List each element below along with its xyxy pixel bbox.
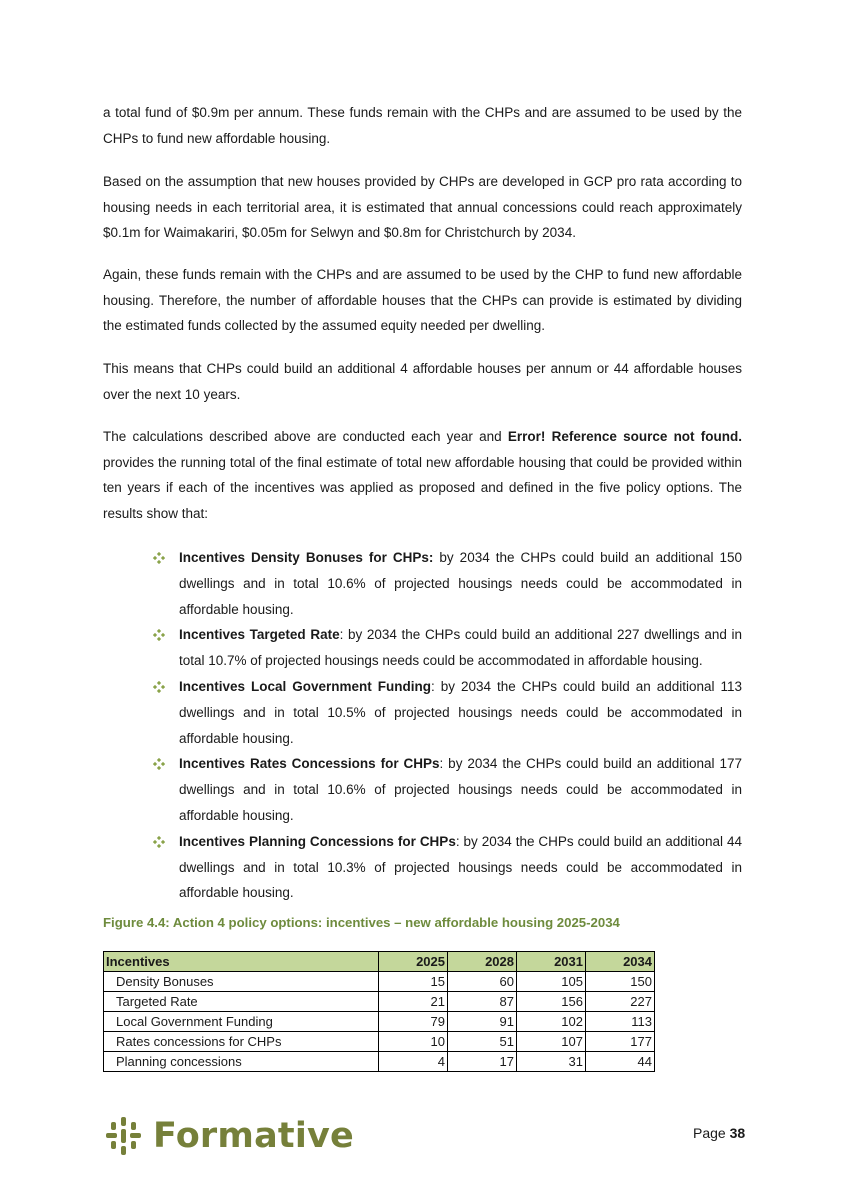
paragraph-5 [103, 424, 742, 526]
page-number-value: 38 [729, 1125, 746, 1141]
table-header-row [104, 952, 655, 972]
table-row [104, 1012, 655, 1032]
column-header: 2031 [517, 952, 586, 972]
bullet-item [153, 751, 742, 828]
formative-mark-icon [103, 1115, 145, 1157]
table-row [104, 992, 655, 1012]
paragraph-4: This means that CHPs could build an additional 4 affordable houses per annum or 44 affordable houses over the next 10 years. [103, 361, 742, 402]
logo-wordmark: Formative [153, 1116, 354, 1156]
table-cell: 44 [586, 1052, 655, 1072]
column-header: Incentives [104, 952, 379, 972]
table-cell: 105 [517, 972, 586, 992]
table-cell: 156 [517, 992, 586, 1012]
table-cell: 17 [448, 1052, 517, 1072]
table-cell: 51 [448, 1032, 517, 1052]
bullet-text: : by 2034 the CHPs could build an additional 44 dwellings and in total 10.3% of projected housings needs could be accommodated in affordable housing. [179, 833, 742, 901]
table-cell: 60 [448, 972, 517, 992]
table-cell: 4 [379, 1052, 448, 1072]
bullet-title: Incentives Targeted Rate [179, 627, 340, 643]
table-cell: 150 [586, 972, 655, 992]
row-label: Targeted Rate [104, 992, 379, 1012]
paragraph-5-before: The calculations described above are conducted each year and [103, 429, 508, 444]
table-cell: 113 [586, 1012, 655, 1032]
diamond-bullet-icon [153, 629, 165, 641]
bullet-text: : by 2034 the CHPs could build an additional 113 dwellings and in total 10.5% of projected housings needs could be accommodated in affordable housing. [179, 678, 742, 746]
bullet-title: Incentives Local Government Funding [179, 678, 431, 694]
table-cell: 87 [448, 992, 517, 1012]
table-row [104, 1052, 655, 1072]
formative-logo [103, 1115, 354, 1157]
row-label: Rates concessions for CHPs [104, 1032, 379, 1052]
table-cell: 31 [517, 1052, 586, 1072]
diamond-bullet-icon [153, 552, 165, 564]
table-cell: 21 [379, 992, 448, 1012]
page-number [693, 1125, 745, 1141]
table-cell: 177 [586, 1032, 655, 1052]
table-cell: 102 [517, 1012, 586, 1032]
paragraph-5-after: provides the running total of the final estimate of total new affordable housing that could be provided within ten years if each of the incentives was applied as proposed and defined in the five policy options. The results show that: [103, 454, 742, 521]
table-cell: 107 [517, 1032, 586, 1052]
bullet-title: Incentives Density Bonuses for CHPs: [179, 550, 434, 565]
column-header: 2025 [379, 952, 448, 972]
bullet-title: Incentives Planning Concessions for CHPs [179, 833, 456, 849]
table-cell: 91 [448, 1012, 517, 1032]
bullet-item [153, 545, 742, 622]
row-label: Density Bonuses [104, 972, 379, 992]
paragraph-3: Again, these funds remain with the CHPs and are assumed to be used by the CHP to fund new affordable housing. Therefore, the number of affordable houses that the CHPs can provide is estimated by dividing the estimated funds collected by the assumed equity needed per dwelling. [103, 267, 742, 333]
table-cell: 10 [379, 1032, 448, 1052]
bullet-text: : by 2034 the CHPs could build an additional 177 dwellings and in total 10.6% of projected housings needs could be accommodated in affordable housing. [179, 756, 742, 823]
figure-caption: Figure 4.4: Action 4 policy options: incentives – new affordable housing 2025-2034 [103, 915, 620, 930]
paragraph-1: a total fund of $0.9m per annum. These funds remain with the CHPs and are assumed to be used by the CHPs to fund new affordable housing. [103, 105, 742, 146]
bullet-text: by 2034 the CHPs could build an additional 150 dwellings and in total 10.6% of projected housings needs could be accommodated in affordable housing. [179, 550, 742, 617]
bullet-item [153, 829, 742, 906]
table-cell: 227 [586, 992, 655, 1012]
row-label: Planning concessions [104, 1052, 379, 1072]
diamond-bullet-icon [153, 758, 165, 770]
incentives-table [103, 951, 655, 1072]
diamond-bullet-icon [153, 681, 165, 693]
bullet-title: Incentives Rates Concessions for CHPs [179, 756, 440, 772]
diamond-bullet-icon [153, 836, 165, 848]
page-label: Page [693, 1125, 730, 1141]
results-bullet-list [153, 545, 742, 906]
bullet-item [153, 674, 742, 751]
column-header: 2034 [586, 952, 655, 972]
table-cell: 15 [379, 972, 448, 992]
broken-reference: Error! Reference source not found. [507, 429, 742, 444]
bullet-item [153, 622, 742, 674]
paragraph-2: Based on the assumption that new houses provided by CHPs are developed in GCP pro rata according to housing needs in each territorial area, it is estimated that annual concessions could reach approximately $0.1m for Waimakariri, $0.05m for Selwyn and $0.8m for Christchurch by 2034. [103, 174, 742, 240]
row-label: Local Government Funding [104, 1012, 379, 1032]
column-header: 2028 [448, 952, 517, 972]
table-row [104, 972, 655, 992]
table-cell: 79 [379, 1012, 448, 1032]
bullet-text: : by 2034 the CHPs could build an additional 227 dwellings and in total 10.7% of projected housings needs could be accommodated in affordable housing. [179, 627, 742, 669]
table-row [104, 1032, 655, 1052]
